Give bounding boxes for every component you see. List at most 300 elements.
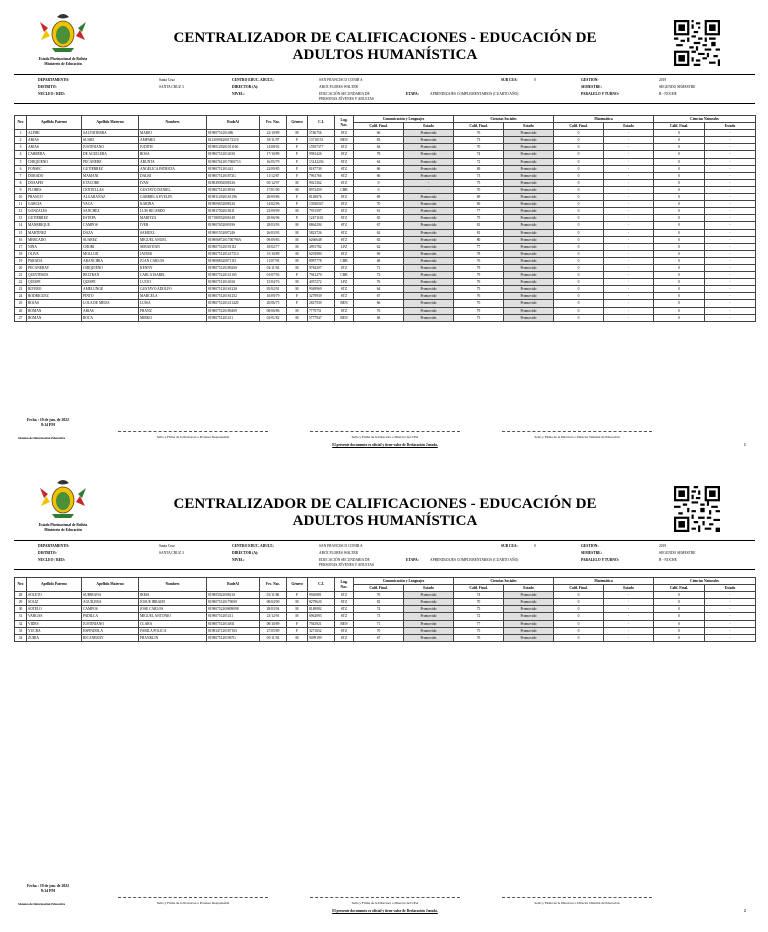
bolivia-coat-of-arms-icon	[38, 476, 88, 520]
cell-com-estado: Promovido	[404, 307, 454, 314]
semestre-label: SEMESTRE:	[581, 85, 602, 89]
cell-rude: 81980751201481I	[207, 620, 260, 627]
cell-com-estado: Promovido	[404, 592, 454, 599]
col-apellido-paterno: Apellido Paterno	[27, 116, 82, 130]
area-matematica: Matemática	[554, 578, 654, 585]
cell-mat-estado: -	[604, 222, 654, 229]
cell-fec-nac: 22/09/85	[260, 165, 287, 172]
cell-soc-estado: Promovido	[504, 194, 554, 201]
cell-ci: 3271652	[308, 627, 335, 634]
signature-district	[502, 897, 652, 905]
cell-lug-nac: CBB	[335, 272, 354, 279]
page-title: CENTRALIZADOR DE CALIFICACIONES - EDUCACIÓN DE ADULTOS HUMANÍSTICA	[173, 496, 597, 529]
cell-rude: 81983750201821I	[207, 208, 260, 215]
cell-apellido-paterno: CHIQUIENO	[27, 158, 82, 165]
cell-apellido-paterno: MANRRIQUE	[27, 222, 82, 229]
cell-ci: 9981426	[308, 151, 335, 158]
cell-nro: 25	[15, 300, 27, 307]
cell-mat-calif: 0	[554, 599, 604, 606]
cell-nat-estado: -	[705, 634, 756, 641]
cell-com-calif: 78	[354, 151, 404, 158]
table-row	[15, 606, 756, 613]
cell-nro: 24	[15, 293, 27, 300]
cell-com-estado: Promovido	[404, 165, 454, 172]
gestion-label: GESTION:	[581, 78, 599, 82]
cell-mat-calif: 0	[554, 634, 604, 641]
gestion-label: GESTION:	[581, 544, 599, 548]
cell-lug-nac: STZ	[335, 158, 354, 165]
cell-soc-calif: 77	[454, 620, 504, 627]
cell-soc-calif: 80	[454, 236, 504, 243]
cell-com-calif: 68	[354, 314, 404, 321]
table-row	[15, 158, 756, 165]
cell-nro: 13	[15, 215, 27, 222]
cell-fec-nac: 08/06/86	[260, 307, 287, 314]
cell-apellido-paterno: GONZALES	[27, 208, 82, 215]
cell-apellido-materno: ARIAS	[82, 307, 139, 314]
cell-nro: 33	[15, 627, 27, 634]
cell-fec-nac: 22/10/89	[260, 130, 287, 137]
cell-nombres: MIRKO	[139, 314, 207, 321]
cell-mat-calif: 0	[554, 236, 604, 243]
cell-soc-calif: 76	[454, 130, 504, 137]
cell-nombres: LUIS RICARDO	[139, 208, 207, 215]
col-lug-nac-line1: Lug.	[340, 580, 348, 585]
table-row	[15, 620, 756, 627]
cell-apellido-paterno: SOLETO	[27, 592, 82, 599]
system-name: Sistema de Información Educativa	[18, 436, 66, 440]
cell-mat-estado: -	[604, 279, 654, 286]
cell-genero: M	[287, 236, 308, 243]
header-info	[14, 540, 755, 570]
cell-rude: 81983471201871S3	[207, 627, 260, 634]
cell-nat-estado: -	[705, 179, 756, 186]
cell-apellido-materno: MAMANI	[82, 172, 139, 179]
org-line-1: Estado Plurinacional de Bolivia	[38, 57, 88, 61]
cell-soc-calif: 72	[454, 613, 504, 620]
cell-nro: 31	[15, 613, 27, 620]
cell-apellido-paterno: NINA	[27, 243, 82, 250]
col-apellido-paterno: Apellido Paterno	[27, 578, 82, 592]
centro-value: SAN FRANCISCO CONIR A	[319, 78, 363, 82]
col-calif: Calif. Final.	[354, 123, 404, 130]
cell-com-calif: 62	[354, 243, 404, 250]
cell-nat-calif: 0	[654, 314, 705, 321]
cell-com-calif: 61	[354, 208, 404, 215]
cell-com-calif: 85	[354, 137, 404, 144]
director-label: DIRECTOR (A):	[232, 85, 259, 89]
signature-director-label: Sello y Firma de la Directora o Director del CEA	[351, 435, 419, 439]
cell-mat-calif: 0	[554, 307, 604, 314]
cell-apellido-materno: PADILLA	[82, 613, 139, 620]
cell-fec-nac: 20/06/75	[260, 300, 287, 307]
etapa-label: ETAPA:	[406, 92, 419, 96]
cell-nombres: MIGUEL ANGEL	[139, 236, 207, 243]
cell-soc-estado: Promovido	[504, 243, 554, 250]
cell-nat-calif: 0	[654, 215, 705, 222]
col-nro: Nro	[15, 116, 27, 130]
cell-mat-estado: -	[604, 286, 654, 293]
cell-nro: 16	[15, 236, 27, 243]
cell-fec-nac: 16/09/79	[260, 293, 287, 300]
cell-ci: 6266648	[308, 236, 335, 243]
cell-apellido-paterno: PECANERAY	[27, 264, 82, 271]
cell-fec-nac: 05/12/97	[260, 179, 287, 186]
cell-mat-estado: -	[604, 599, 654, 606]
cell-mat-calif: 0	[554, 229, 604, 236]
cell-apellido-materno: SUAREZ	[82, 236, 139, 243]
col-estado: Estado	[404, 585, 454, 592]
cell-mat-calif: 0	[554, 300, 604, 307]
cell-com-calif: 0	[354, 186, 404, 193]
cell-apellido-materno: CAMPOS	[82, 222, 139, 229]
nivel-label: NIVEL:	[232, 92, 245, 96]
cell-genero: F	[287, 144, 308, 151]
col-nombres: Nombres	[139, 578, 207, 592]
cell-ci: 9784207	[308, 264, 335, 271]
cell-apellido-materno: CAMPOS	[82, 606, 139, 613]
cell-apellido-paterno: GARCIA	[27, 201, 82, 208]
cell-genero: F	[287, 627, 308, 634]
table-row	[15, 130, 756, 137]
cell-apellido-paterno: QUINTEROS	[27, 272, 82, 279]
table-row	[15, 599, 756, 606]
cell-nro: 12	[15, 208, 27, 215]
cell-mat-estado: -	[604, 215, 654, 222]
org-line-2: Ministerio de Educación	[44, 62, 82, 66]
col-fec-nac: Fec. Nac.	[260, 116, 287, 130]
cell-mat-calif: 0	[554, 620, 604, 627]
cell-apellido-paterno: ALPIRI	[27, 130, 82, 137]
cell-com-estado: Promovido	[404, 208, 454, 215]
cell-fec-nac: 02/11/92	[260, 264, 287, 271]
header-info	[14, 74, 755, 104]
area-matematica: Matemática	[554, 116, 654, 123]
cell-soc-calif: 75	[454, 179, 504, 186]
cell-mat-calif: 0	[554, 215, 604, 222]
paralelo-label: PARALELO Y TURNO:	[581, 558, 619, 562]
cell-mat-calif: 0	[554, 243, 604, 250]
cell-genero: F	[287, 137, 308, 144]
cell-fec-nac: 05/02/91	[260, 286, 287, 293]
qr-code-icon	[674, 20, 720, 66]
cell-soc-calif: 81	[454, 222, 504, 229]
cell-com-calif: 69	[354, 194, 404, 201]
qr-code-icon	[674, 486, 720, 532]
cell-lug-nac: STZ	[335, 215, 354, 222]
table-row	[15, 222, 756, 229]
cell-apellido-paterno: MERCADO	[27, 236, 82, 243]
cell-mat-estado: -	[604, 201, 654, 208]
cell-com-estado: Promovido	[404, 613, 454, 620]
cell-nombres: LUCIO	[139, 279, 207, 286]
table-row	[15, 201, 756, 208]
cell-genero: M	[287, 286, 308, 293]
cell-nat-calif: 0	[654, 257, 705, 264]
cell-genero: M	[287, 307, 308, 314]
cell-com-estado: -	[404, 186, 454, 193]
cell-rude: 81980751201S1252	[207, 293, 260, 300]
cell-ci: 7961766	[308, 172, 335, 179]
col-estado: Estado	[404, 123, 454, 130]
cell-rude: 81718093200S149	[207, 215, 260, 222]
cell-lug-nac: STZ	[335, 627, 354, 634]
departamento-label: DEPARTAMENTO:	[38, 544, 70, 548]
cell-lug-nac: STZ	[335, 172, 354, 179]
cell-rude: 81980751201411S5	[207, 272, 260, 279]
cell-ci: 13710151	[308, 137, 335, 144]
cell-nombres: CARLA ISABEL	[139, 272, 207, 279]
cell-rude: 81980751201967G	[207, 634, 260, 641]
cell-com-calif: 67	[354, 293, 404, 300]
cell-nro: 26	[15, 307, 27, 314]
cell-com-estado: Promovido	[404, 158, 454, 165]
cell-ci: 7779751	[308, 307, 335, 314]
cell-soc-calif: 77	[454, 243, 504, 250]
col-genero: Género	[287, 116, 308, 130]
cell-nombres: IRMA	[139, 592, 207, 599]
cell-genero: F	[287, 158, 308, 165]
cell-nat-estado: -	[705, 165, 756, 172]
cell-rude: 81804909200812S	[207, 179, 260, 186]
cell-rude: 81980761201700S713	[207, 158, 260, 165]
cell-nat-estado: -	[705, 172, 756, 179]
subcea-label: SUB CEA:	[501, 544, 518, 548]
cell-lug-nac: LPZ	[335, 279, 354, 286]
cell-soc-estado: Promovido	[504, 172, 554, 179]
cell-nombres: JOSE CARLOS	[139, 606, 207, 613]
cell-mat-estado: -	[604, 179, 654, 186]
cell-soc-calif: 76	[454, 279, 504, 286]
cell-nat-estado: -	[705, 279, 756, 286]
cell-lug-nac: STZ	[335, 194, 354, 201]
table-row	[15, 634, 756, 641]
cell-nro: 32	[15, 620, 27, 627]
cell-com-calif: 68	[354, 257, 404, 264]
cell-apellido-materno: CHORI	[82, 243, 139, 250]
cell-lug-nac: STZ	[335, 151, 354, 158]
col-nombres: Nombres	[139, 116, 207, 130]
cell-rude: 81980687201700796A	[207, 236, 260, 243]
cell-fec-nac: 11/07/93	[260, 257, 287, 264]
cell-apellido-materno: PINTO	[82, 293, 139, 300]
cell-mat-calif: 0	[554, 279, 604, 286]
cell-rude: 81980751201872G	[207, 172, 260, 179]
cell-lug-nac: STZ	[335, 613, 354, 620]
cell-ci: 2827939	[308, 300, 335, 307]
cell-nat-calif: 0	[654, 137, 705, 144]
cell-nat-estado: -	[705, 194, 756, 201]
cell-apellido-materno: CHIQUIENO	[82, 264, 139, 271]
cell-com-calif: 66	[354, 300, 404, 307]
cell-mat-estado: -	[604, 236, 654, 243]
nivel-value-1: EDUCACIÓN SECUNDARIA DE	[319, 558, 370, 562]
cell-ci: 8864294	[308, 222, 335, 229]
etapa-value: APRENDIZAJES COMPLEMENTARIOS (CUARTO AÑO)	[430, 558, 519, 562]
col-ci: C.I.	[308, 116, 335, 130]
cell-apellido-materno: ESPINDOLA	[82, 627, 139, 634]
cell-nro: 19	[15, 257, 27, 264]
table-row	[15, 194, 756, 201]
cell-fec-nac: 29/06/96	[260, 215, 287, 222]
cell-ci: 7951597	[308, 208, 335, 215]
cell-com-estado: Promovido	[404, 279, 454, 286]
cell-nro: 29	[15, 599, 27, 606]
cell-nat-calif: 0	[654, 179, 705, 186]
cell-rude: 81980765200919S	[207, 222, 260, 229]
cell-com-calif: 65	[354, 215, 404, 222]
cell-com-estado: Promovido	[404, 627, 454, 634]
cell-lug-nac: BEN	[335, 620, 354, 627]
cell-soc-calif: 81	[454, 229, 504, 236]
cell-com-calif: 0	[354, 179, 404, 186]
cell-nombres: FRANZ	[139, 307, 207, 314]
cell-com-estado: Promovido	[404, 264, 454, 271]
signature-director	[310, 897, 460, 905]
cell-rude: 81980751201804S9	[207, 307, 260, 314]
cell-mat-calif: 0	[554, 264, 604, 271]
cell-ci: 13142236	[308, 158, 335, 165]
cell-lug-nac: STZ	[335, 307, 354, 314]
cell-genero: F	[287, 293, 308, 300]
cell-nat-calif: 0	[654, 634, 705, 641]
cell-mat-calif: 0	[554, 137, 604, 144]
area-sociales: Ciencias Sociales	[454, 578, 554, 585]
cell-nombres: JUAN CARLOS	[139, 257, 207, 264]
cell-soc-estado: Promovido	[504, 130, 554, 137]
cell-com-calif: 72	[354, 272, 404, 279]
cell-soc-calif: 70	[454, 300, 504, 307]
table-row	[15, 279, 756, 286]
cell-genero: F	[287, 300, 308, 307]
cell-mat-estado: -	[604, 208, 654, 215]
cell-rude: 81230094200172310	[207, 137, 260, 144]
cell-fec-nac: 27/05/89	[260, 627, 287, 634]
signature-district-label: Sello y Firma de la Directora o Director Distrital de Educación	[534, 901, 620, 905]
cell-soc-calif: 69	[454, 194, 504, 201]
cell-soc-estado: Promovido	[504, 272, 554, 279]
cell-mat-estado: -	[604, 314, 654, 321]
semestre-value: SEGUNDO SEMESTRE	[659, 85, 696, 89]
cell-genero: M	[287, 179, 308, 186]
cell-mat-estado: -	[604, 613, 654, 620]
cell-nat-calif: 0	[654, 194, 705, 201]
table-row	[15, 215, 756, 222]
cell-lug-nac: LPZ	[335, 243, 354, 250]
cell-rude: 81980751201411	[207, 314, 260, 321]
cell-fec-nac: 28/03/94	[260, 606, 287, 613]
cell-rude: 81980751201891S	[207, 186, 260, 193]
cell-genero: F	[287, 620, 308, 627]
cell-nombres: FABILA POLICA	[139, 627, 207, 634]
cell-ci: 8997778	[308, 257, 335, 264]
cell-soc-estado: Promovido	[504, 201, 554, 208]
cell-lug-nac: STZ	[335, 130, 354, 137]
semestre-label: SEMESTRE:	[581, 551, 602, 555]
cell-mat-calif: 0	[554, 613, 604, 620]
cell-lug-nac: STZ	[335, 250, 354, 257]
cell-soc-calif: 75	[454, 286, 504, 293]
cell-fec-nac: 08/04/90	[260, 599, 287, 606]
cell-soc-estado: Promovido	[504, 279, 554, 286]
cell-genero: F	[287, 592, 308, 599]
cell-nat-estado: -	[705, 215, 756, 222]
cell-com-estado: Promovido	[404, 194, 454, 201]
cell-mat-calif: 0	[554, 592, 604, 599]
cell-genero: M	[287, 250, 308, 257]
cell-nro: 34	[15, 634, 27, 641]
cell-nat-estado: -	[705, 229, 756, 236]
cell-nat-calif: 0	[654, 293, 705, 300]
cell-soc-calif: 74	[454, 592, 504, 599]
cell-nro: 18	[15, 250, 27, 257]
subcea-label: SUB CEA:	[501, 78, 518, 82]
cell-nat-calif: 0	[654, 250, 705, 257]
cell-lug-nac: CBB	[335, 257, 354, 264]
col-genero: Género	[287, 578, 308, 592]
cell-genero: F	[287, 194, 308, 201]
col-estado: Estado	[504, 585, 554, 592]
signature-director-label: Sello y Firma de la Directora o Director del CEA	[351, 901, 419, 905]
cell-apellido-paterno: FONSEC	[27, 165, 82, 172]
table-row	[15, 186, 756, 193]
cell-apellido-materno: QUISPE	[82, 279, 139, 286]
org-line-2: Ministerio de Educación	[44, 528, 82, 532]
cell-soc-estado: Promovido	[504, 599, 554, 606]
cell-rude: 81983129201S1196	[207, 194, 260, 201]
cell-soc-estado: Promovido	[504, 186, 554, 193]
cell-soc-calif: 77	[454, 208, 504, 215]
page-number: 2	[744, 909, 746, 913]
cell-apellido-paterno: PARADA	[27, 257, 82, 264]
cell-nat-calif: 0	[654, 144, 705, 151]
cell-com-estado: Promovido	[404, 229, 454, 236]
cell-apellido-materno: DAZA	[82, 229, 139, 236]
col-estado: Estado	[604, 585, 654, 592]
cell-nro: 30	[15, 606, 27, 613]
cell-apellido-materno: BELTRAN	[82, 272, 139, 279]
cell-mat-estado: -	[604, 186, 654, 193]
cell-mat-estado: -	[604, 229, 654, 236]
cell-ci: 8279620	[308, 599, 335, 606]
cell-nat-calif: 0	[654, 613, 705, 620]
cell-apellido-paterno: DORADO	[27, 172, 82, 179]
cell-nat-calif: 0	[654, 620, 705, 627]
cell-mat-estado: -	[604, 151, 654, 158]
cell-nat-calif: 0	[654, 264, 705, 271]
cell-nat-estado: -	[705, 620, 756, 627]
cell-apellido-paterno: RIVERO	[27, 286, 82, 293]
cell-fec-nac: 05/11/92	[260, 634, 287, 641]
cell-ci: 8187739	[308, 165, 335, 172]
cell-lug-nac: STZ	[335, 229, 354, 236]
cell-nro: 17	[15, 243, 27, 250]
cell-com-estado: Promovido	[404, 606, 454, 613]
cell-soc-estado: Promovido	[504, 158, 554, 165]
cell-genero: M	[287, 613, 308, 620]
cell-mat-calif: 0	[554, 172, 604, 179]
cell-rude: 81980751201417313	[207, 250, 260, 257]
cell-mat-calif: 0	[554, 165, 604, 172]
cell-genero: M	[287, 314, 308, 321]
cell-mat-calif: 0	[554, 194, 604, 201]
cell-apellido-materno: RICANERAY	[82, 634, 139, 641]
cell-soc-estado: Promovido	[504, 613, 554, 620]
cell-lug-nac: STZ	[335, 634, 354, 641]
table-row	[15, 592, 756, 599]
cell-fec-nac: 14/02/96	[260, 201, 287, 208]
cell-nat-calif: 0	[654, 606, 705, 613]
